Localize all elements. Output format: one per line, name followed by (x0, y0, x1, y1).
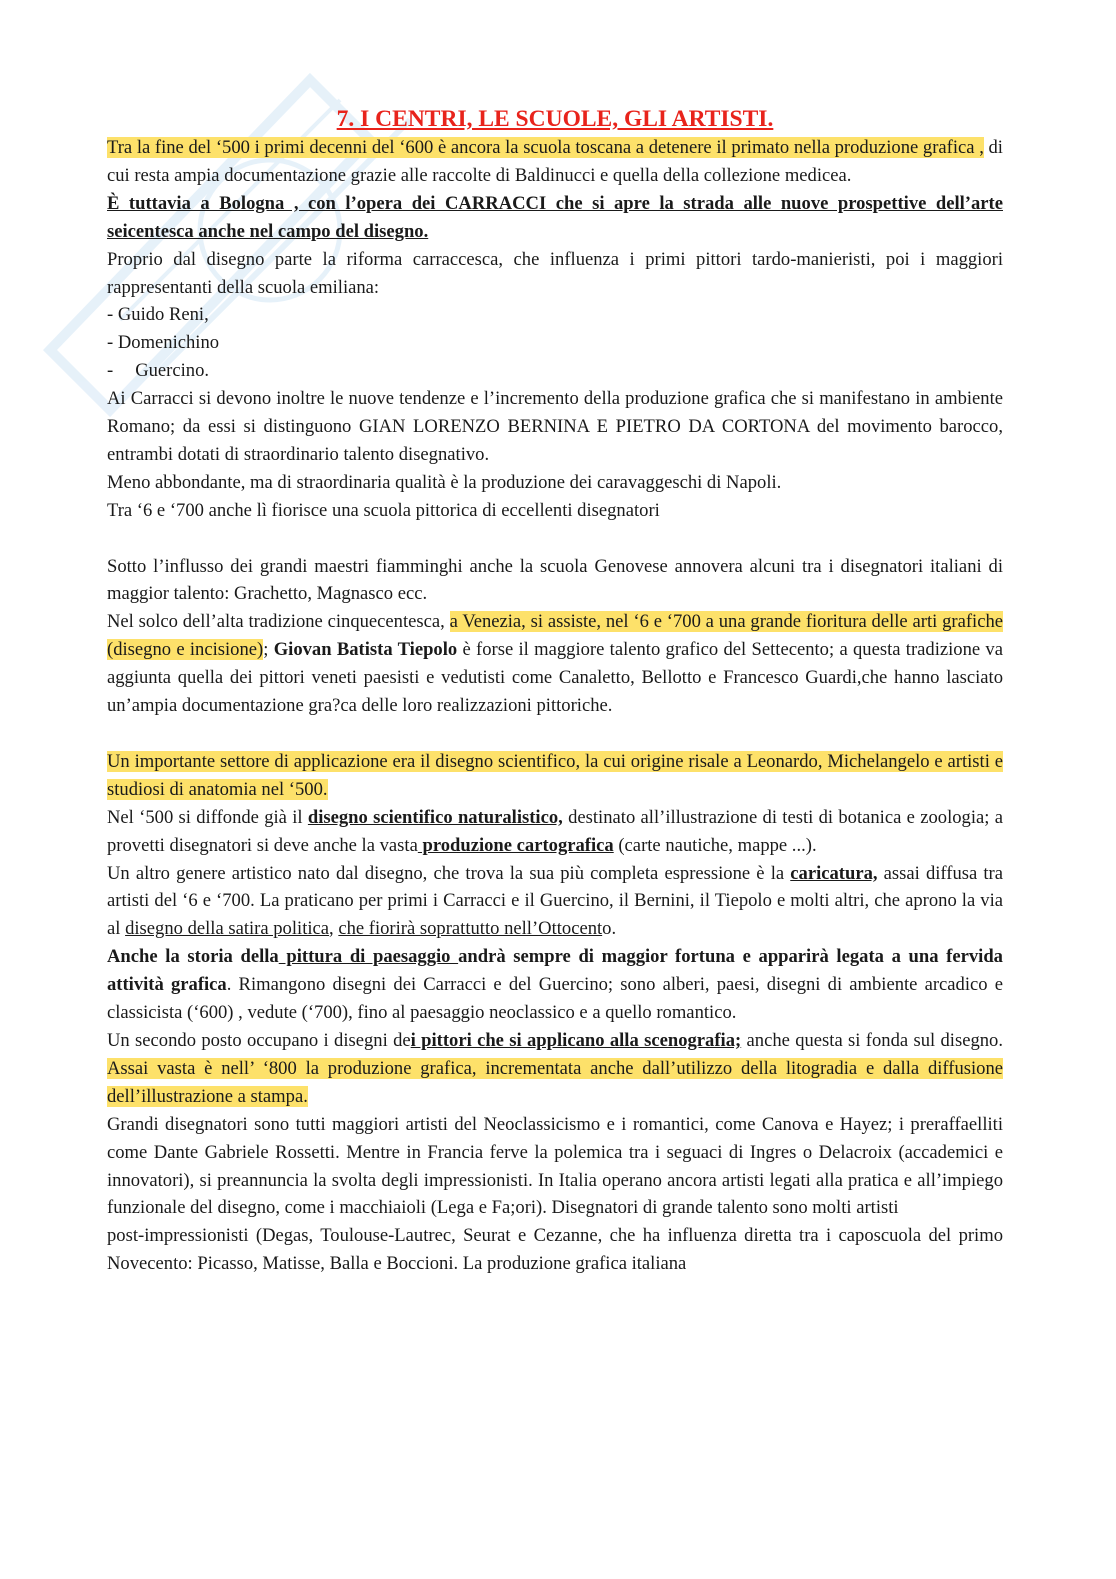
highlight-text: a Venezia, si assiste, nel ‘6 e ‘700 a una grande fioritura delle arti grafiche (disegno e incisione) (107, 611, 1003, 661)
underline-text: disegno della satira politica (125, 918, 330, 940)
text-run: destinato all’illustrazione di testi di botanica e zoologia; a provetti disegnatori si deve anche la vasta (107, 806, 1003, 856)
paragraph-scenografia (107, 1027, 1003, 1111)
text-run: Nel ‘500 si diffonde già il (107, 806, 308, 828)
bold-underline-text: produzione cartografica (417, 834, 614, 856)
text-run: anche questa si fonda sul disegno. (741, 1029, 1003, 1051)
bold-text: andrà sempre di maggior fortuna e apparirà legata a una fervida attività grafica (107, 946, 1003, 996)
text-run: , (329, 918, 339, 940)
text-run: ; (263, 639, 274, 661)
highlight-text: Assai vasta è nell’ ‘800 la produzione grafica, incrementata anche dall’utilizzo della litogradia e dalla diffusione dell’illustrazione a stampa. (107, 1057, 1003, 1107)
text-run: . Rimangono disegni dei Carracci e del Guercino; sono alberi, paesi, disegni di ambiente arcadico e classicista (‘600) , vedute (‘700), fino al paesaggio neoclassico e a quello romantico. (107, 974, 1003, 1024)
document-body (107, 104, 1003, 1278)
text-run: o. (602, 918, 617, 940)
bold-underline-text: i pittori che si applicano alla scenografia; (410, 1029, 742, 1051)
paragraph-caricatura (107, 860, 1003, 944)
text-run: Nel solco dell’alta tradizione cinquecentesca, (107, 611, 450, 633)
paragraph-genova: Sotto l’influsso dei grandi maestri fiamminghi anche la scuola Genovese annovera alcuni tra i disegnatori italiani di maggior talento: Grachetto, Magnasco ecc. (107, 555, 1003, 605)
paragraph-roma: Ai Carracci si devono inoltre le nuove tendenze e l’incremento della produzione grafica che si manifestano in ambiente Romano; da essi si distinguono GIAN LORENZO BERNINA E PIETRO DA CORTONA del movimento barocco, entrambi dotati di straordinario talento disegnativo. (107, 388, 1003, 465)
list-item-reni: - Guido Reni, (107, 304, 209, 326)
text-run: (carte nautiche, mappe ...). (613, 834, 817, 856)
bold-underline-text: caricatura, (790, 862, 878, 884)
text-run: Un secondo posto occupano i disegni de (107, 1029, 411, 1051)
text-run: di cui resta ampia documentazione grazie alle raccolte di Baldinucci e quella della collezione medicea. (107, 137, 1003, 186)
text-run: Un altro genere artistico nato dal disegno, che trova la sua più completa espressione è la (107, 862, 791, 884)
page-title: 7. I CENTRI, LE SCUOLE, GLI ARTISTI. (336, 106, 774, 132)
underline-text: che fiorirà soprattutto nell’Ottocent (338, 918, 603, 940)
paragraph-bologna: È tuttavia a Bologna , con l’opera dei CARRACCI che si apre la strada alle nuove prospettive dell’arte seicentesca anche nel campo del disegno. (107, 192, 1003, 242)
paragraph-ottocento: Grandi disegnatori sono tutti maggiori artisti del Neoclassicismo e i romantici, come Canova e Hayez; i preraffaelliti come Dante Gabriele Rossetti. Mentre in Francia ferve la polemica tra i seguaci di Ingres o Delacroix (accademici e innovatori), si preannuncia la svolta degli impressionisti. In Italia operano ancora artisti legati alla pratica e all’impiego funzionale del disegno, come i macchiaioli (Lega e Fa;ori). Disegnatori di grande talento sono molti artisti (107, 1113, 1003, 1219)
list-bullet: - (107, 360, 114, 382)
paragraph-settecento: Tra ‘6 e ‘700 anche lì fiorisce una scuola pittorica di eccellenti disegnatori (107, 499, 660, 521)
list-item-guercino (107, 357, 1003, 385)
bold-text: Anche la storia della (107, 946, 279, 968)
paragraph-scientifico (107, 748, 1003, 804)
list-item-domenichino: - Domenichino (107, 332, 220, 354)
paragraph-venezia (107, 608, 1003, 720)
paragraph-intro (107, 134, 1003, 190)
blank-line (107, 525, 1003, 553)
paragraph-napoli: Meno abbondante, ma di straordinaria qualità è la produzione dei caravaggeschi di Napoli. (107, 471, 782, 493)
text-run: è forse il maggiore talento grafico del Settecento; a questa tradizione va aggiunta quella dei pittori veneti paesisti e vedutisti come Canaletto, Bellotto e Francesco Guardi,che hanno lasciato un’ampia documentazione gra?ca delle loro realizzazioni pittoriche. (107, 639, 1003, 717)
list-item-text: Guercino. (135, 360, 210, 382)
paragraph-paesaggio (107, 943, 1003, 1027)
text-run: assai diffusa tra artisti del ‘6 e ‘700. La praticano per primi i Carracci e il Guercino, il Bernini, il Tiepolo e molti altri, che aprono la via al (107, 862, 1003, 940)
paragraph-novecento: post-impressionisti (Degas, Toulouse-Lautrec, Seurat e Cezanne, che ha influenza diretta tra i caposcuola del primo Novecento: Picasso, Matisse, Balla e Boccioni. La produzione grafica italiana (107, 1225, 1003, 1275)
bold-underline-text: disegno scientifico naturalistico, (307, 806, 563, 828)
blank-line (107, 720, 1003, 748)
paragraph-riforma: Proprio dal disegno parte la riforma carraccesca, che influenza i primi pittori tardo-manieristi, poi i maggiori rappresentanti della scuola emiliana: (107, 248, 1003, 298)
bold-underline-text: pittura di paesaggio (278, 946, 459, 968)
paragraph-naturalistico (107, 804, 1003, 860)
highlight-text: Un importante settore di applicazione era il disegno scientifico, la cui origine risale a Leonardo, Michelangelo e artisti e studiosi di anatomia nel ‘500. (107, 750, 1003, 800)
bold-text: Giovan Batista Tiepolo (273, 639, 458, 661)
highlight-text: Tra la fine del ‘500 i primi decenni del ‘600 è ancora la scuola toscana a detenere il primato nella produzione grafica , (107, 137, 984, 158)
